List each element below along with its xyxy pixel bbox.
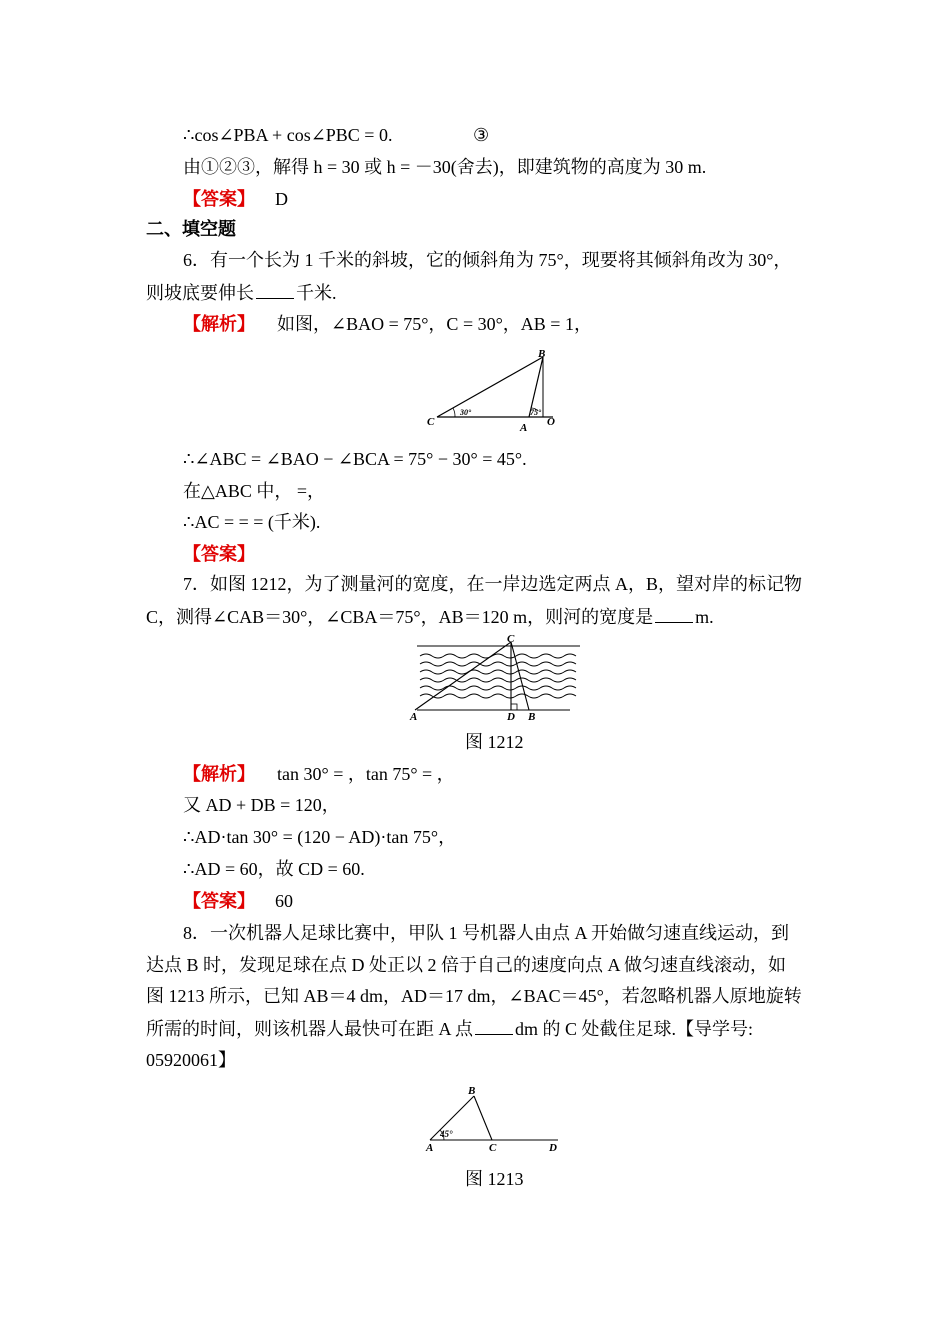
figure-1212-caption: 图 1212	[465, 732, 524, 752]
figure-1212-river	[405, 632, 585, 724]
question-8-line5: 05920061】	[146, 1050, 236, 1070]
label-A: A	[426, 1142, 434, 1154]
step-7-1: 又 AD + DB = 120，	[183, 795, 340, 815]
solution-6-intro: 【解析】 如图，∠BAO = 75°，C = 30°，AB = 1，	[183, 314, 592, 334]
question-7-line2: C，测得∠CAB＝30°，∠CBA＝75°，AB＝120 m，则河的宽度是 m.	[146, 604, 714, 629]
label-angle-30: 30°	[460, 408, 472, 417]
label-angle-45: 45°	[440, 1129, 453, 1139]
label-D: D	[549, 1142, 557, 1154]
answer-blank[interactable]	[256, 280, 294, 299]
step-7-3: ∴AD = 60，故 CD = 60.	[183, 859, 365, 879]
figure-1213-triangle	[418, 1082, 568, 1154]
step-6-1: ∴∠ABC = ∠BAO − ∠BCA = 75° − 30° = 45°.	[183, 449, 527, 469]
solution-7-intro: 【解析】 tan 30° = ，tan 75° = ，	[183, 764, 455, 784]
section-title: 二、填空题	[146, 219, 236, 239]
label-A: A	[410, 711, 418, 723]
label-O: O	[547, 416, 555, 428]
step-7-2: ∴AD·tan 30° = (120 − AD)·tan 75°，	[183, 827, 457, 847]
question-8-line4: 所需的时间，则该机器人最快可在距 A 点 dm 的 C 处截住足球.【导学号:	[146, 1016, 753, 1041]
question-7-line1: 7．如图 1212，为了测量河的宽度，在一岸边选定两点 A，B，望对岸的标记物	[183, 574, 803, 594]
answer-blank[interactable]	[655, 604, 693, 623]
answer-blank[interactable]	[475, 1016, 513, 1035]
label-A: A	[520, 422, 528, 434]
label-C: C	[507, 633, 515, 645]
question-8-line1: 8．一次机器人足球比赛中，甲队 1 号机器人由点 A 开始做匀速直线运动，到	[183, 923, 790, 943]
question-8-line2: 达点 B 时，发现足球在点 D 处正以 2 倍于自己的速度向点 A 做匀速直线滚动，如	[146, 955, 787, 975]
circled-number-3: ③	[473, 125, 490, 145]
label-angle-75: 75°	[530, 408, 542, 417]
line-solve-h: 由①②③，解得 h = 30 或 h = －30(舍去)，即建筑物的高度为 30 m.	[183, 157, 707, 177]
line-cos-sum: ∴cos∠PBA + cos∠PBC = 0.	[183, 125, 393, 145]
step-6-2: 在△ABC 中， =，	[183, 481, 326, 501]
answer-7: 【答案】 60	[183, 891, 293, 911]
label-C: C	[489, 1142, 497, 1154]
label-B: B	[538, 348, 546, 360]
label-C: C	[427, 416, 435, 428]
label-B: B	[468, 1085, 476, 1097]
question-6-line1: 6．有一个长为 1 千米的斜坡，它的倾斜角为 75°，现要将其倾斜角改为 30°，	[183, 250, 792, 270]
figure-6-triangle	[425, 345, 560, 435]
figure-1213-caption: 图 1213	[465, 1169, 524, 1189]
step-6-3: ∴AC = = = (千米).	[183, 512, 321, 532]
answer-6: 【答案】	[183, 544, 255, 564]
label-B: B	[528, 711, 536, 723]
question-6-line2: 则坡底要伸长 千米.	[146, 280, 337, 305]
label-D: D	[507, 711, 515, 723]
question-8-line3: 图 1213 所示，已知 AB＝4 dm，AD＝17 dm，∠BAC＝45°，若忽略机器人原地旋转	[146, 986, 802, 1006]
answer-5: 【答案】 D	[183, 189, 288, 209]
